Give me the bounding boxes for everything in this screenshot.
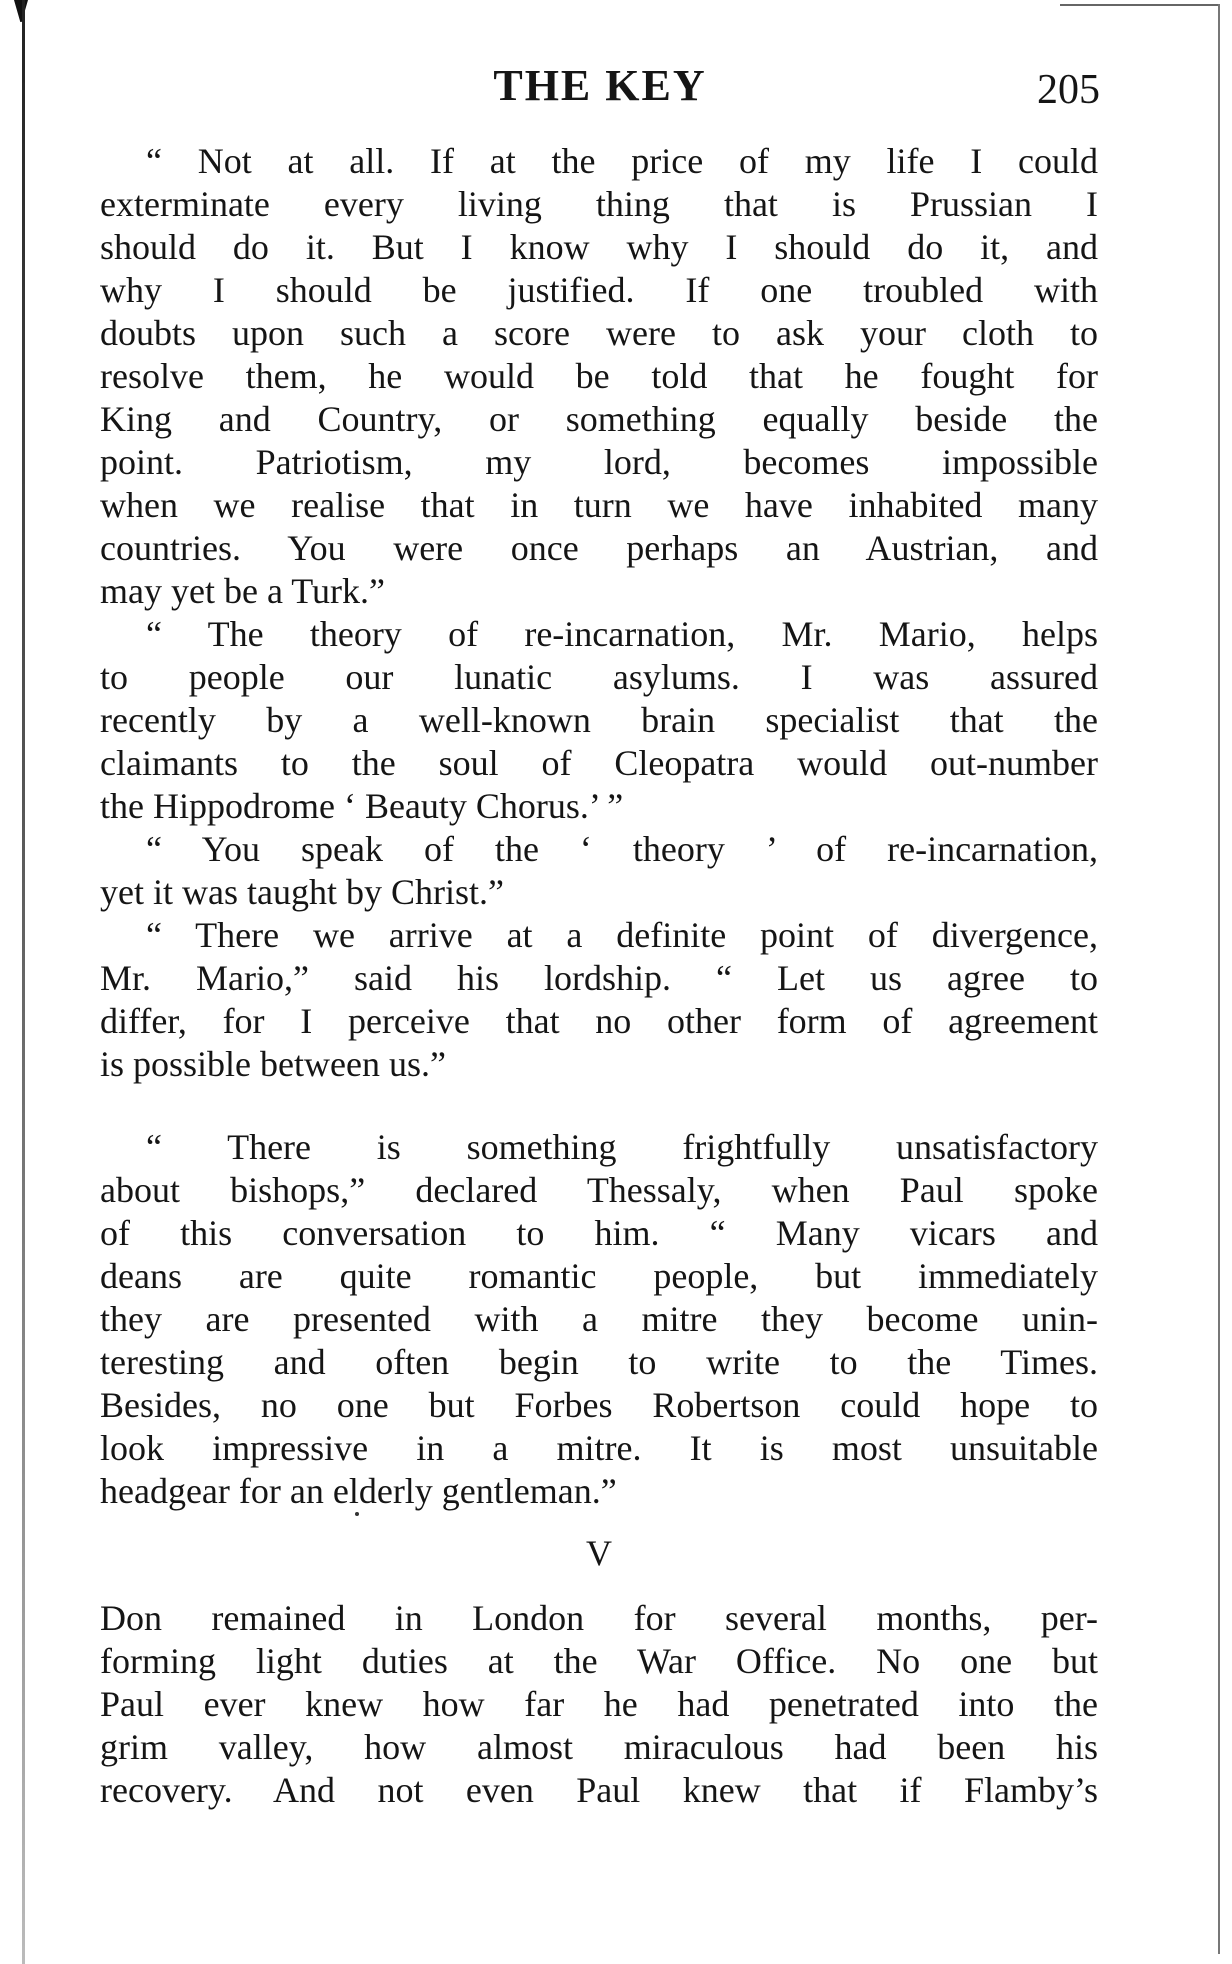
text-line: countries. You were once perhaps an Austrian, and	[100, 528, 1098, 568]
text-line: differ, for I perceive that no other form of agreement	[100, 1001, 1098, 1041]
text-line: deans are quite romantic people, but immediately	[100, 1256, 1098, 1296]
text-line: why I should be justified. If one troubled with	[100, 270, 1098, 310]
text-line: claimants to the soul of Cleopatra would out-number	[100, 743, 1098, 783]
text-line: recovery. And not even Paul knew that if Flamby’s	[100, 1770, 1098, 1810]
section-numeral: V	[586, 1533, 612, 1573]
text-line: headgear for an elderly gentleman.”	[100, 1471, 617, 1511]
text-line: of this conversation to him. “ Many vicars and	[100, 1213, 1098, 1253]
text-line: the Hippodrome ‘ Beauty Chorus.’ ”	[100, 786, 624, 826]
text-line: may yet be a Turk.”	[100, 571, 385, 611]
page-left-edge	[22, 0, 25, 1964]
text-line: to people our lunatic asylums. I was assured	[100, 657, 1098, 697]
text-line: exterminate every living thing that is Prussian I	[100, 184, 1098, 224]
text-line: they are presented with a mitre they become unin-	[100, 1299, 1098, 1339]
text-line: “ There we arrive at a definite point of divergence,	[146, 915, 1098, 955]
ink-speck	[355, 1512, 359, 1516]
text-line: teresting and often begin to write to the Times.	[100, 1342, 1098, 1382]
text-line: “ The theory of re-incarnation, Mr. Mario, helps	[146, 614, 1098, 654]
text-line: resolve them, he would be told that he fought for	[100, 356, 1098, 396]
text-line: look impressive in a mitre. It is most unsuitable	[100, 1428, 1098, 1468]
page-number: 205	[1037, 67, 1100, 113]
text-line: Mr. Mario,” said his lordship. “ Let us agree to	[100, 958, 1098, 998]
text-line: Paul ever knew how far he had penetrated into the	[100, 1684, 1098, 1724]
text-line: “ You speak of the ‘ theory ’ of re-incarnation,	[146, 829, 1098, 869]
page-edge-mark	[14, 0, 28, 22]
page-right-edge	[1218, 4, 1220, 1954]
paragraph-break	[100, 1086, 1098, 1126]
text-line: yet it was taught by Christ.”	[100, 872, 504, 912]
running-title: THE KEY	[493, 61, 707, 110]
text-line: doubts upon such a score were to ask your cloth to	[100, 313, 1098, 353]
text-line: is possible between us.”	[100, 1044, 446, 1084]
text-line: point. Patriotism, my lord, becomes impossible	[100, 442, 1098, 482]
text-line: “ Not at all. If at the price of my life I could	[146, 141, 1098, 181]
page-top-edge	[1060, 4, 1220, 6]
text-line: when we realise that in turn we have inhabited many	[100, 485, 1098, 525]
text-line: forming light duties at the War Office. No one but	[100, 1641, 1098, 1681]
text-line: grim valley, how almost miraculous had been his	[100, 1727, 1098, 1767]
text-line: Besides, no one but Forbes Robertson could hope to	[100, 1385, 1098, 1425]
text-line: should do it. But I know why I should do it, and	[100, 227, 1098, 267]
text-line: about bishops,” declared Thessaly, when Paul spoke	[100, 1170, 1098, 1210]
text-line: recently by a well-known brain specialist that the	[100, 700, 1098, 740]
text-line: “ There is something frightfully unsatisfactory	[146, 1127, 1098, 1167]
text-line: Don remained in London for several months, per-	[100, 1598, 1098, 1638]
running-header	[100, 60, 1100, 130]
body-text	[100, 140, 1098, 1812]
text-line: King and Country, or something equally beside the	[100, 399, 1098, 439]
